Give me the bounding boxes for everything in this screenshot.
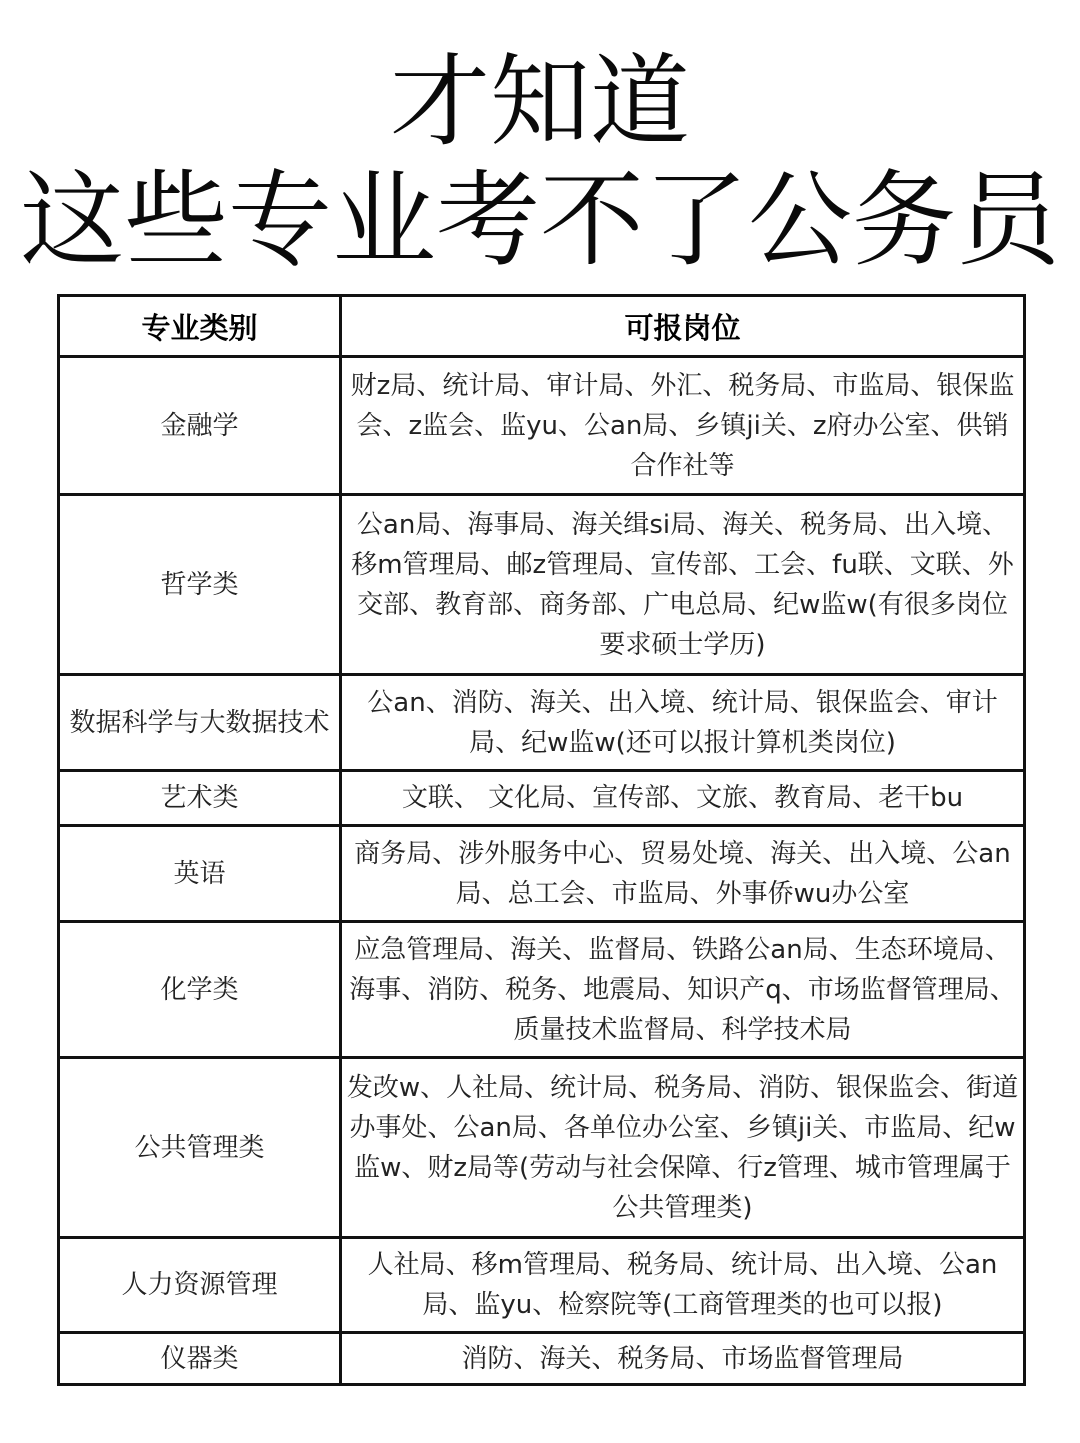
table-row	[59, 1333, 1025, 1385]
positions-cell: 公an、消防、海关、出入境、统计局、银保监会、审计局、纪w监w(还可以报计算机类岗位)	[341, 675, 1025, 771]
table-row	[59, 922, 1025, 1058]
category-cell: 英语	[59, 826, 341, 922]
table-row	[59, 495, 1025, 675]
positions-cell: 消防、海关、税务局、市场监督管理局	[341, 1333, 1025, 1385]
table-row	[59, 1058, 1025, 1238]
table-row	[59, 826, 1025, 922]
table-row	[59, 771, 1025, 826]
category-cell: 数据科学与大数据技术	[59, 675, 341, 771]
majors-table	[57, 294, 1026, 1386]
page-title-line-2: 这些专业考不了公务员	[19, 159, 1060, 281]
table-row	[59, 675, 1025, 771]
positions-cell: 商务局、涉外服务中心、贸易处境、海关、出入境、公an局、总工会、市监局、外事侨wu办公室	[341, 826, 1025, 922]
table-header-row	[59, 296, 1025, 357]
table-row	[59, 1238, 1025, 1333]
positions-cell: 公an局、海事局、海关缉si局、海关、税务局、出入境、移m管理局、邮z管理局、宣传部、工会、fu联、文联、外交部、教育部、商务部、广电总局、纪w监w(有很多岗位要求硕士学历)	[341, 495, 1025, 675]
category-cell: 公共管理类	[59, 1058, 341, 1238]
category-cell: 仪器类	[59, 1333, 341, 1385]
category-cell: 金融学	[59, 357, 341, 495]
positions-cell: 人社局、移m管理局、税务局、统计局、出入境、公an局、监yu、检察院等(工商管理类的也可以报)	[341, 1238, 1025, 1333]
header-positions: 可报岗位	[341, 296, 1025, 357]
positions-cell: 财z局、统计局、审计局、外汇、税务局、市监局、银保监会、z监会、监yu、公an局、乡镇ji关、z府办公室、供销合作社等	[341, 357, 1025, 495]
category-cell: 化学类	[59, 922, 341, 1058]
positions-cell: 文联、 文化局、宣传部、文旅、教育局、老干bu	[341, 771, 1025, 826]
page-title-line-1: 才知道	[390, 43, 690, 160]
category-cell: 艺术类	[59, 771, 341, 826]
category-cell: 哲学类	[59, 495, 341, 675]
table-row	[59, 357, 1025, 495]
header-category: 专业类别	[59, 296, 341, 357]
category-cell: 人力资源管理	[59, 1238, 341, 1333]
positions-cell: 发改w、人社局、统计局、税务局、消防、银保监会、街道办事处、公an局、各单位办公室、乡镇ji关、市监局、纪w监w、财z局等(劳动与社会保障、行z管理、城市管理属于公共管理类)	[341, 1058, 1025, 1238]
positions-cell: 应急管理局、海关、监督局、铁路公an局、生态环境局、海事、消防、税务、地震局、知识产q、市场监督管理局、质量技术监督局、科学技术局	[341, 922, 1025, 1058]
